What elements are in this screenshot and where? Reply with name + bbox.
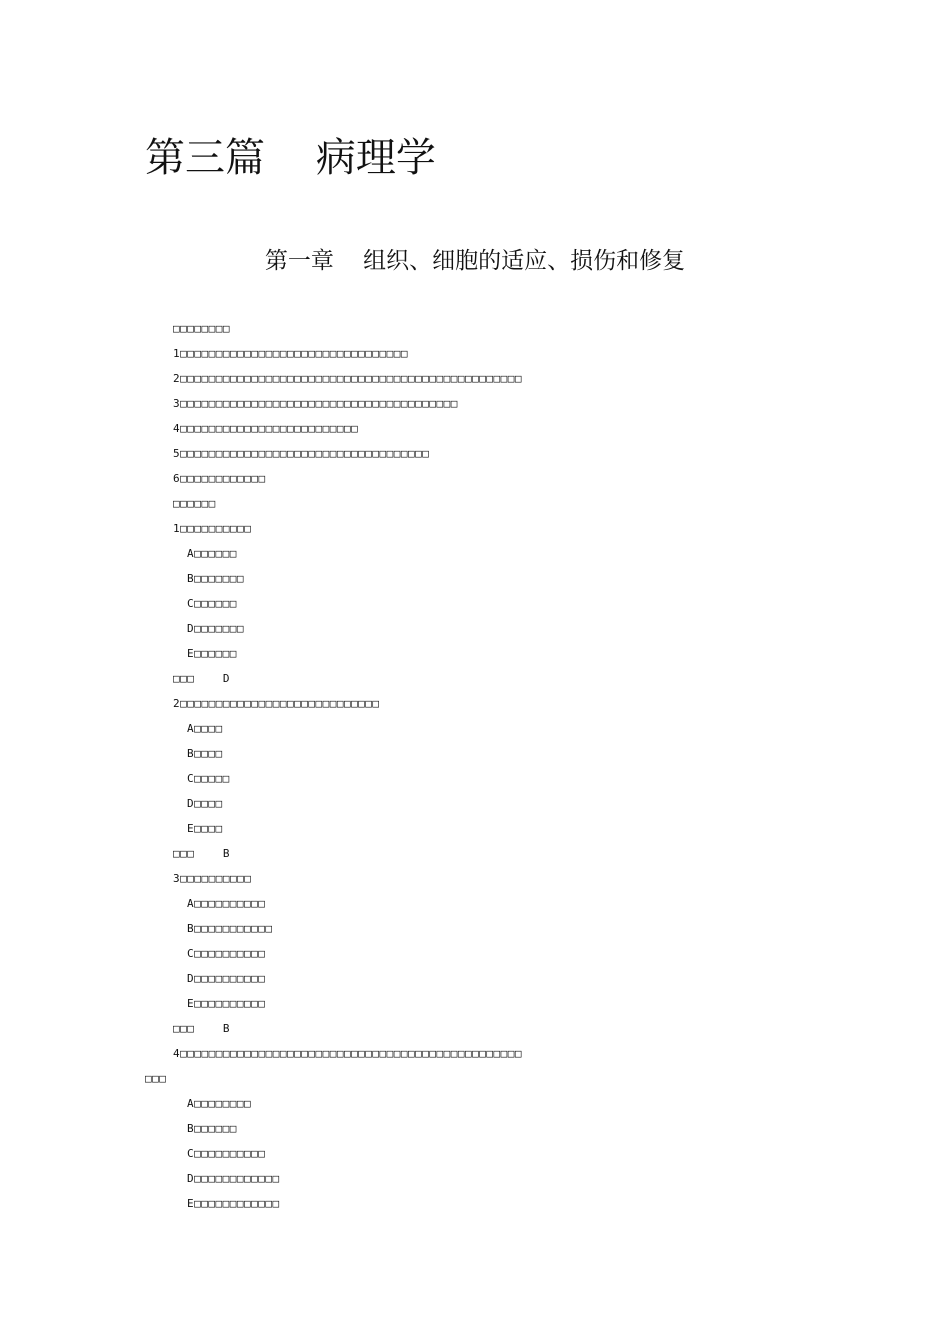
- chapter-title: 第一章 组织、细胞的适应、损伤和修复: [264, 248, 686, 274]
- text-line: 2□□□□□□□□□□□□□□□□□□□□□□□□□□□□□□□□□□□□□□□□□□□□□□□□: [173, 372, 523, 385]
- option-line: B□□□□□□□□□□□: [187, 922, 273, 935]
- option-line: E□□□□□□□□□□: [187, 997, 266, 1010]
- text-line: 1□□□□□□□□□□□□□□□□□□□□□□□□□□□□□□□□: [173, 347, 409, 360]
- option-line: D□□□□□□□□□□□□: [187, 1172, 280, 1185]
- document-body: [0, 316, 950, 1216]
- option-line: A□□□□: [187, 722, 223, 735]
- option-line: B□□□□□□□: [187, 572, 244, 585]
- text-line: 1□□□□□□□□□□: [173, 522, 252, 535]
- text-line: 5□□□□□□□□□□□□□□□□□□□□□□□□□□□□□□□□□□□: [173, 447, 430, 460]
- text-line: □□□□□□: [173, 497, 216, 510]
- text-line: 2□□□□□□□□□□□□□□□□□□□□□□□□□□□□: [173, 697, 380, 710]
- option-line: B□□□□: [187, 747, 223, 760]
- text-line: □□□□□□□□: [173, 322, 230, 335]
- option-line: A□□□□□□: [187, 547, 237, 560]
- option-line: D□□□□□□□□□□: [187, 972, 266, 985]
- option-line: C□□□□□□□□□□: [187, 1147, 266, 1160]
- text-line: 4□□□□□□□□□□□□□□□□□□□□□□□□□□□□□□□□□□□□□□□□□□□□□□□□: [173, 1047, 523, 1060]
- part-title: 第三篇 病理学: [145, 135, 436, 181]
- option-line: E□□□□□□□□□□□□: [187, 1197, 280, 1210]
- option-line: D□□□□□□□: [187, 622, 244, 635]
- option-line: E□□□□□□: [187, 647, 237, 660]
- option-line: A□□□□□□□□: [187, 1097, 252, 1110]
- option-line: C□□□□□□: [187, 597, 237, 610]
- text-line: 6□□□□□□□□□□□□: [173, 472, 266, 485]
- option-line: C□□□□□: [187, 772, 230, 785]
- text-line: 3□□□□□□□□□□: [173, 872, 252, 885]
- text-line: □□□ D: [173, 672, 230, 685]
- option-line: D□□□□: [187, 797, 223, 810]
- text-line: □□□ B: [173, 847, 230, 860]
- option-line: B□□□□□□: [187, 1122, 237, 1135]
- text-line: □□□: [145, 1072, 167, 1085]
- text-line: □□□ B: [173, 1022, 230, 1035]
- option-line: E□□□□: [187, 822, 223, 835]
- option-line: A□□□□□□□□□□: [187, 897, 266, 910]
- text-line: 3□□□□□□□□□□□□□□□□□□□□□□□□□□□□□□□□□□□□□□□: [173, 397, 458, 410]
- option-line: C□□□□□□□□□□: [187, 947, 266, 960]
- text-line: 4□□□□□□□□□□□□□□□□□□□□□□□□□: [173, 422, 359, 435]
